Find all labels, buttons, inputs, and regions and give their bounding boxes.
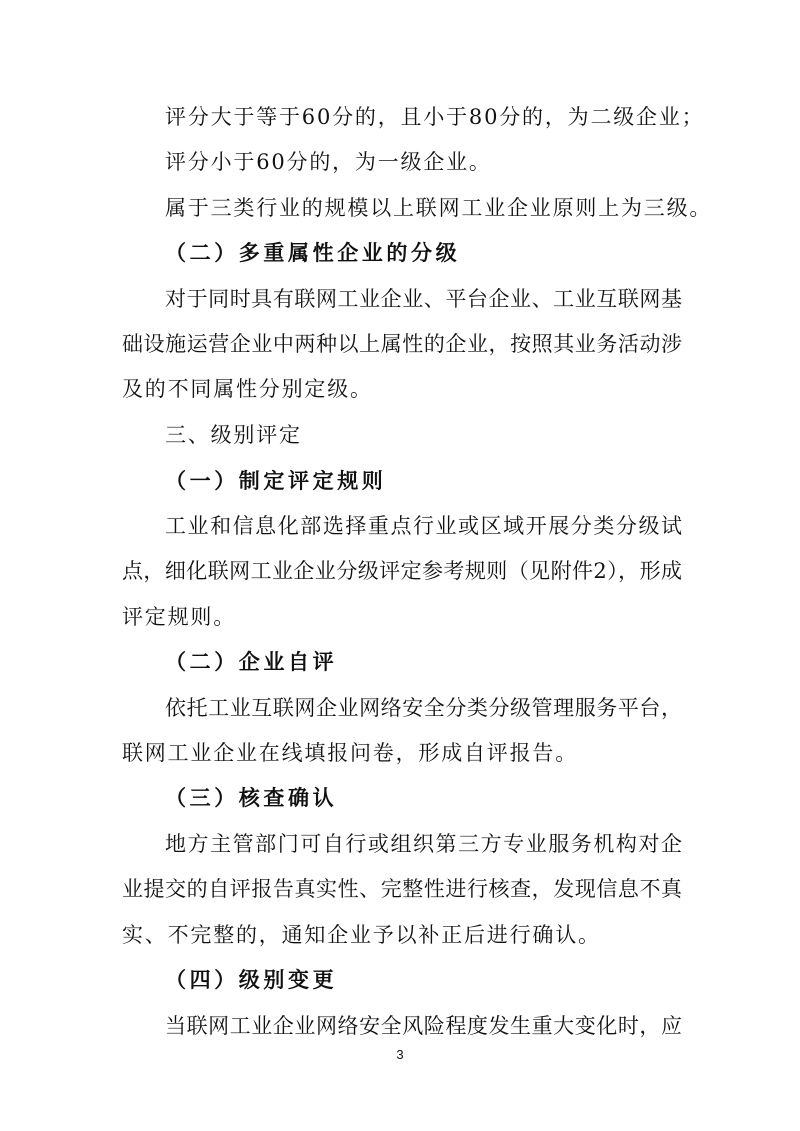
paragraph-rules-line-2: 点，细化联网工业企业分级评定参考规则（见附件2），形成: [122, 559, 682, 583]
paragraph-rules-line-3: 评定规则。: [122, 605, 236, 629]
paragraph-verification-line-2: 业提交的自评报告真实性、完整性进行核查，发现信息不真: [122, 877, 682, 901]
paragraph-self-assessment-line-1: 依托工业互联网企业网络安全分类分级管理服务平台，: [165, 696, 682, 720]
paragraph-self-assessment-line-2: 联网工业企业在线填报问卷，形成自评报告。: [122, 741, 578, 765]
paragraph-verification-line-3: 实、不完整的，通知企业予以补正后进行确认。: [122, 923, 601, 947]
paragraph-score-level-one: 评分小于60分的，为一级企业。: [165, 150, 492, 174]
section-three-heading: 三、级别评定: [165, 423, 302, 447]
heading-level-change: （四）级别变更: [165, 967, 338, 992]
paragraph-multi-attribute-line-1: 对于同时具有联网工业企业、平台企业、工业互联网基: [165, 287, 682, 311]
heading-multi-attribute-enterprise: （二）多重属性企业的分级: [165, 240, 461, 265]
paragraph-score-level-two: 评分大于等于60分的，且小于80分的，为二级企业；: [165, 105, 705, 129]
paragraph-three-category-rule: 属于三类行业的规模以上联网工业企业原则上为三级。: [165, 196, 713, 220]
paragraph-multi-attribute-line-2: 础设施运营企业中两种以上属性的企业，按照其业务活动涉: [122, 332, 682, 356]
page-number: 3: [396, 1047, 404, 1062]
paragraph-multi-attribute-line-3: 及的不同属性分别定级。: [122, 377, 373, 401]
heading-verification: （三）核查确认: [165, 785, 338, 810]
heading-rules: （一）制定评定规则: [165, 468, 387, 493]
paragraph-verification-line-1: 地方主管部门可自行或组织第三方专业服务机构对企: [165, 832, 682, 856]
heading-self-assessment: （二）企业自评: [165, 649, 338, 674]
paragraph-level-change-line-1: 当联网工业企业网络安全风险程度发生重大变化时，应: [165, 1014, 682, 1038]
paragraph-rules-line-1: 工业和信息化部选择重点行业或区域开展分类分级试: [165, 514, 682, 538]
